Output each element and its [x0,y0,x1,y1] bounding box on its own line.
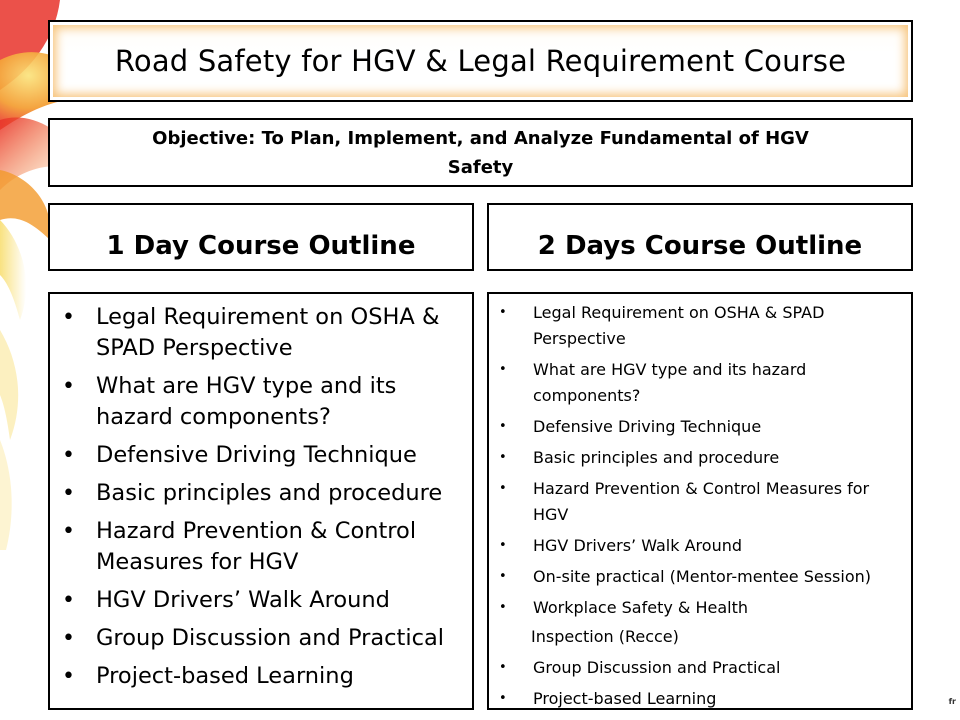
list-item: • Legal Requirement on OSHA & SPAD Perspective [62,302,458,364]
list-item: • What are HGV type and its hazard components? [497,357,901,409]
one-day-outline-list [48,292,474,710]
one-day-heading-box [48,203,474,271]
title-box [48,20,913,102]
list-item: • Project-based Learning [497,686,901,712]
two-days-outline-list [487,292,913,710]
slide-title: Road Safety for HGV & Legal Requirement Course [114,44,847,78]
two-days-heading-box [487,203,913,271]
list-item-continuation: Inspection (Recce) [531,627,679,646]
list-item: • Legal Requirement on OSHA & SPAD Perspective [497,300,901,352]
list-item: • HGV Drivers’ Walk Around [497,533,901,559]
list-item: • Basic principles and procedure [62,478,458,509]
list-item: • Project-based Learning [62,661,458,692]
list-item: • Hazard Prevention & Control Measures for HGV [497,476,901,528]
objective-box [48,118,913,187]
list-item: • Basic principles and procedure [497,445,901,471]
corner-mark: fr [948,697,956,706]
list-item: • Group Discussion and Practical [497,655,901,681]
list-item: • Group Discussion and Practical [62,623,458,654]
one-day-heading: 1 Day Course Outline [106,231,416,261]
list-item: • On-site practical (Mentor-mentee Session) [497,564,901,590]
list-item: • Defensive Driving Technique [497,414,901,440]
list-item: • Defensive Driving Technique [62,440,458,471]
list-item: • Workplace Safety & Health [497,595,901,621]
list-item: • What are HGV type and its hazard components? [62,371,458,433]
two-days-heading: 2 Days Course Outline [537,231,863,261]
list-item: • Hazard Prevention & Control Measures for HGV [62,516,458,578]
list-item: • HGV Drivers’ Walk Around [62,585,458,616]
objective-text: Objective: To Plan, Implement, and Analyze Fundamental of HGV Safety [152,127,809,178]
